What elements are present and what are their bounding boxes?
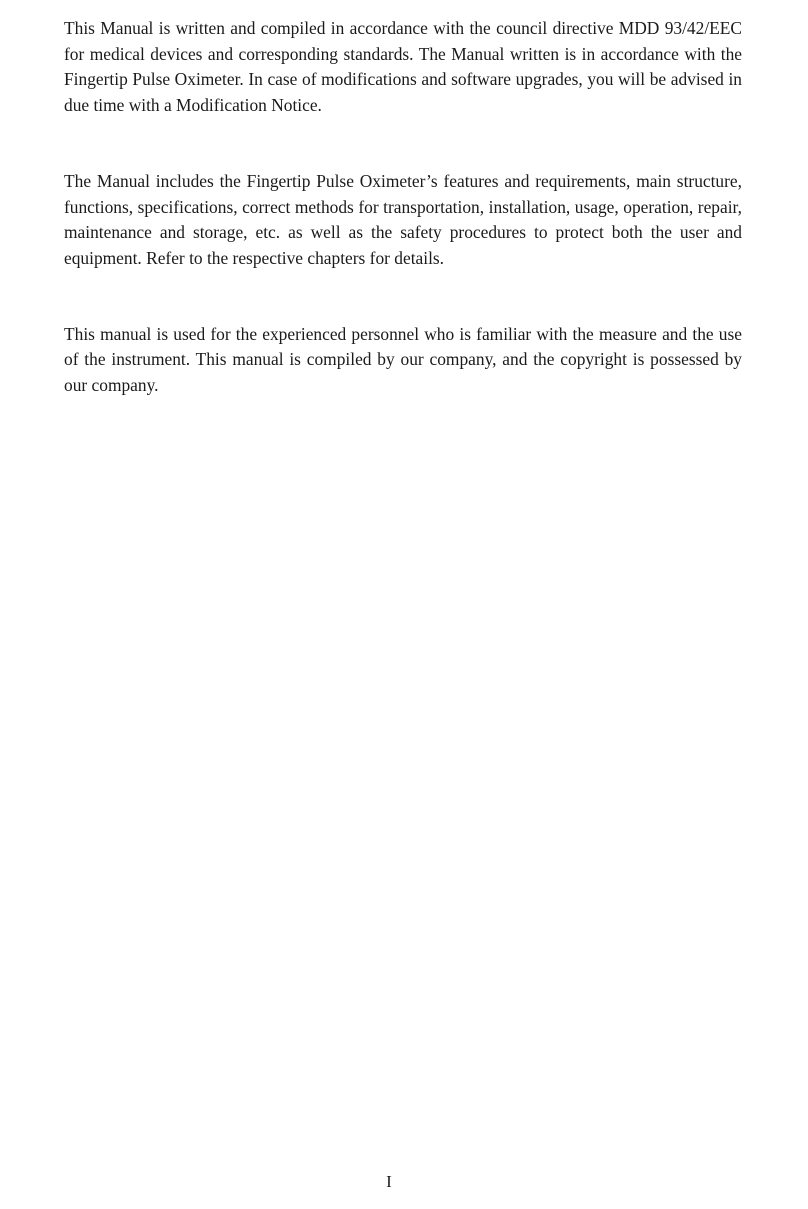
paragraph-compliance: This Manual is written and compiled in accordance with the council directive MDD 93/42/EEC for medical devices and corresponding standards. The Manual written is in accordance with the Fingertip Pulse Oximeter. In case of modifications and software upgrades, you will be advised in due time with a Modification Notice. [64,18,742,116]
body-text [64,16,742,399]
paragraph-audience: This manual is used for the experienced personnel who is familiar with the measure and the use of the instrument. This manual is compiled by our company, and the copyright is possessed by our company. [64,323,742,396]
paragraph-contents: The Manual includes the Fingertip Pulse Oximeter’s features and requirements, main structure, functions, specifications, correct methods for transportation, installation, usage, operation, repair, maintenance and storage, etc. as well as the safety procedures to protect both the user and equipment. Refer to the respective chapters for details. [64,170,742,268]
page-number: I [386,1172,392,1191]
